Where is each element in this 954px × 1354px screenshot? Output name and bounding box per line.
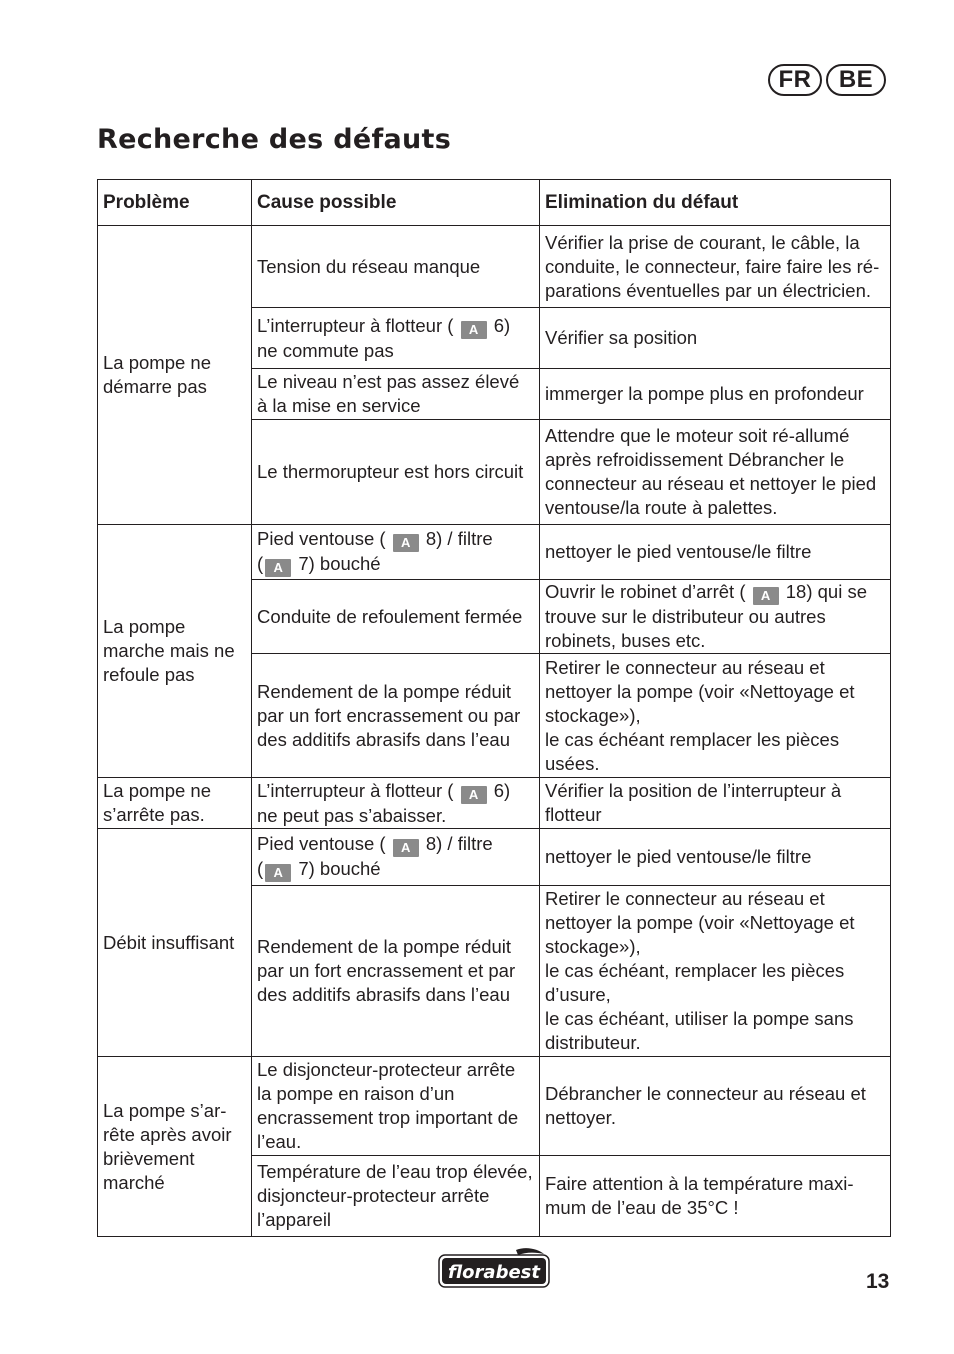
table-row: [98, 226, 891, 308]
remedy-cell: [540, 886, 891, 1057]
header-cause: Cause possible: [252, 180, 540, 226]
problem-cell: La pompe ne s’arrête pas.: [98, 778, 252, 829]
logo-wordmark: florabest: [448, 1262, 540, 1283]
figure-ref-badge: A: [461, 321, 487, 339]
figure-ref-badge: A: [753, 587, 779, 605]
cause-text: 8) / filtre: [425, 833, 493, 854]
cause-line: [257, 857, 534, 882]
page-number: 13: [866, 1270, 890, 1293]
remedy-cell: Vérifier sa position: [540, 308, 891, 369]
cause-cell: Le thermorupteur est hors circuit: [252, 420, 540, 525]
remedy-text: Ouvrir le robinet d’arrêt (: [545, 581, 746, 602]
cause-cell: Tension du réseau manque: [252, 226, 540, 308]
remedy-line: le cas échéant, utiliser la pompe sans distributeur.: [545, 1008, 854, 1053]
cause-cell: [252, 525, 540, 580]
remedy-cell: Faire attention à la température maximum de l’eau de 35°C !: [540, 1156, 891, 1237]
problem-cell: La pompe marche mais ne refoule pas: [98, 525, 252, 778]
cause-text: 6) ne commute pas: [257, 314, 511, 361]
cause-text: (: [257, 858, 264, 879]
cause-text: 8) / filtre: [425, 528, 493, 549]
table-header-row: [98, 180, 891, 226]
table-row: [98, 1057, 891, 1156]
remedy-cell: [540, 580, 891, 654]
cause-cell: [252, 778, 540, 829]
language-badges: [768, 64, 886, 96]
florabest-logo: [438, 1247, 550, 1289]
cause-text: L’interrupteur à flotteur (: [257, 314, 454, 336]
problem-cell: Débit insuffisant: [98, 829, 252, 1057]
cause-text: 7) bouché: [298, 858, 381, 879]
figure-ref-badge: A: [461, 786, 487, 804]
header-remedy: Elimination du défaut: [540, 180, 891, 226]
page-title: Recherche des défauts: [97, 124, 452, 155]
remedy-cell: nettoyer le pied ventouse/le filtre: [540, 525, 891, 580]
figure-ref-badge: A: [265, 559, 291, 577]
lang-badge-fr: FR: [768, 64, 822, 96]
cause-text: Pied ventouse (: [257, 833, 386, 854]
remedy-line: le cas échéant, remplacer les pièces d’usure,: [545, 960, 845, 1005]
header-problem: Problème: [98, 180, 252, 226]
cause-cell: Le disjoncteur-protecteur arrête la pompe en raison d’un encrassement trop important de l’eau.: [252, 1057, 540, 1156]
remedy-cell: nettoyer le pied ventouse/le filtre: [540, 829, 891, 886]
cause-line: [257, 552, 534, 577]
remedy-cell: [540, 654, 891, 778]
cause-text: 6) ne peut pas s’abaisser.: [257, 779, 511, 826]
table-row: [98, 829, 891, 886]
cause-cell: [252, 308, 540, 369]
table-row: [98, 525, 891, 580]
cause-cell: Température de l’eau trop élevée, disjoncteur-protecteur arrête l’appareil: [252, 1156, 540, 1237]
remedy-cell: Attendre que le moteur soit ré-allumé après refroidissement Débrancher le connecteur au réseau et nettoyer le pied ventouse/la route à palettes.: [540, 420, 891, 525]
cause-text: L’interrupteur à flotteur (: [257, 779, 454, 801]
remedy-line: Retirer le connecteur au réseau et nettoyer la pompe (voir «Nettoyage et stockage»),: [545, 888, 855, 957]
cause-cell: [252, 829, 540, 886]
remedy-cell: Vérifier la position de l’interrupteur à flotteur: [540, 778, 891, 829]
cause-cell: Le niveau n’est pas assez élevé à la mise en service: [252, 369, 540, 420]
remedy-cell: Débrancher le connecteur au réseau et nettoyer.: [540, 1057, 891, 1156]
figure-ref-badge: A: [393, 839, 419, 857]
problem-cell: La pompe ne démarre pas: [98, 226, 252, 525]
cause-text: 7) bouché: [298, 553, 381, 574]
remedy-text: 18) qui se trouve sur le distributeur ou autres robinets, buses etc.: [545, 581, 868, 651]
remedy-line: Retirer le connecteur au réseau et nettoyer la pompe (voir «Nettoyage et stockage»),: [545, 656, 855, 726]
problem-cell: La pompe s’arrête après avoir brièvement marché: [98, 1057, 252, 1237]
logo-leaf: [516, 1248, 544, 1255]
cause-cell: Rendement de la pompe réduit par un fort encrassement et par des additifs abrasifs dans l’eau: [252, 886, 540, 1057]
figure-ref-badge: A: [265, 864, 291, 882]
lang-badge-be: BE: [826, 64, 886, 96]
cause-cell: Conduite de refoulement fermée: [252, 580, 540, 654]
cause-text: (: [257, 553, 264, 574]
remedy-line: le cas échéant remplacer les pièces usées.: [545, 728, 840, 774]
figure-ref-badge: A: [393, 534, 419, 552]
table-row: [98, 778, 891, 829]
cause-line: [257, 527, 534, 552]
cause-cell: Rendement de la pompe réduit par un fort encrassement ou par des additifs abrasifs dans l’eau: [252, 654, 540, 778]
remedy-cell: immerger la pompe plus en profondeur: [540, 369, 891, 420]
cause-line: [257, 832, 534, 857]
cause-text: Pied ventouse (: [257, 528, 386, 549]
troubleshooting-table: [97, 179, 891, 1237]
remedy-cell: Vérifier la prise de courant, le câble, la conduite, le connecteur, faire faire les réparations éventuelles par un électricien.: [540, 226, 891, 308]
